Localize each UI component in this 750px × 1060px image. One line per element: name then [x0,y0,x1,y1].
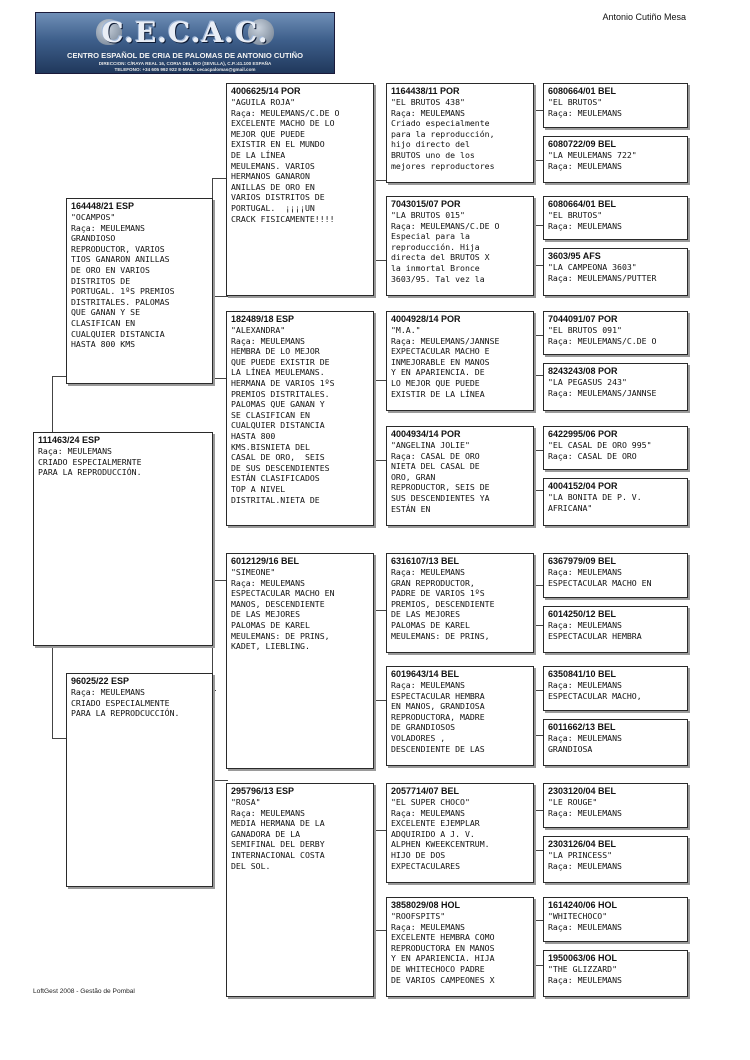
g5-card [543,248,688,296]
sdd-card [386,426,534,526]
dsd-card [386,666,534,766]
g5-text: "EL BRUTOS 091" Raça: MEULEMANS/C.DE O [548,325,657,346]
ddd-ring: 3858029/08 HOL [391,900,461,910]
g5-text: "LA PEGASUS 243" Raça: MEULEMANS/JANNSE [548,377,657,398]
sire-sire-text: "AGUILA ROJA" Raça: MEULEMANS/C.DE O EXCELENTE MACHO DE LO MEJOR QUE PUEDE EXISTIR EN EL MUNDO DE LA LÍNEA MEULEMANS. VARIOS HERMANOS GANARON ANILLAS DE ORO EN VARIOS DISTRITOS DE PORTUGAL. ¡¡¡¡UN CRACK FISICAMENTE!!!! [231,97,340,224]
sire-sire-card [226,83,374,296]
g5-text: "LA MEULEMANS 722" Raça: MEULEMANS [548,150,637,171]
sds-text: "M.A." Raça: MEULEMANS/JANNSE EXPECTACULAR MACHO E INMEJORABLE EN MANOS Y EN APARIENCIA. DE LO MEJOR QUE PUEDE EXISTIR DE LA LÍNEA [391,325,500,399]
g5-text: "WHITECHOCO" Raça: MEULEMANS [548,911,622,932]
dam-card [66,673,213,887]
g5-card [543,897,688,942]
g5-ring: 6080664/01 BEL [548,86,617,96]
g5-ring: 1614240/06 HOL [548,900,618,910]
g5-text: Raça: MEULEMANS ESPECTACULAR MACHO, [548,680,642,701]
ddd-card [386,897,534,997]
dam-dam-ring: 295796/13 ESP [231,786,295,796]
sire-sire-ring: 4006625/14 POR [231,86,301,96]
logo-line-2: DIRECCION: C/RAYA REAL 16, CORIA DEL RIO (SEVILLA), C.P.:41.100 ESPAÑA [98,61,272,66]
g5-card [543,83,688,128]
g5-card [543,311,688,355]
g5-text: Raça: MEULEMANS ESPECTACULAR HEMBRA [548,620,642,641]
g5-card [543,363,688,411]
g5-ring: 6350841/10 BEL [548,669,617,679]
sire-card [66,198,213,384]
g5-ring: 6014250/12 BEL [548,609,617,619]
g5-ring: 6080722/09 BEL [548,139,617,149]
g5-text: Raça: MEULEMANS ESPECTACULAR MACHO EN [548,567,652,588]
ddd-text: "ROOFSPITS" Raça: MEULEMANS EXCELENTE HEMBRA COMO REPRODUCTORA EN MANOS Y EN APARIENCIA. HIJA DE WHITECHOCO PADRE DE VARIOS CAMPEONES X [391,911,495,985]
dds-ring: 2057714/07 BEL [391,786,460,796]
g5-ring: 6367979/09 BEL [548,556,617,566]
sss-card [386,83,534,183]
dam-dam-text: "ROSA" Raça: MEULEMANS MEDIA HERMANA DE LA GANADORA DE LA SEMIFINAL DEL DERBY INTERNACIONAL COSTA DEL SOL. [231,797,325,871]
dss-ring: 6316107/13 BEL [391,556,460,566]
g5-text: Raça: MEULEMANS GRANDIOSA [548,733,622,754]
ssd-text: "LA BRUTOS 015" Raça: MEULEMANS/C.DE O Especial para la reproducción. Hija directa del BRUTOS X la inmortal Bronce 3603/95. Tal vez la [391,210,500,284]
logo-line-3: TELEFONO: +34 605 992 922 E-MAIL: cecacpalomas@gmail.com [114,67,256,72]
dam-sire-ring: 6012129/16 BEL [231,556,300,566]
g5-card [543,836,688,883]
g5-ring: 3603/95 AFS [548,251,601,261]
g5-text: "LA BONITA DE P. V. AFRICANA" [548,492,642,513]
g5-ring: 7044091/07 POR [548,314,618,324]
g5-card [543,478,688,526]
g5-card [543,553,688,598]
g5-card [543,719,688,766]
dam-text: Raça: MEULEMANS CRIADO ESPECIALMENTE PARA LA REPRODCUCCIÓN. [71,687,180,719]
g5-card [543,196,688,240]
dss-text: Raça: MEULEMANS GRAN REPRODUCTOR, PADRE DE VARIOS 1ºS PREMIOS, DESCENDIENTE DE LAS MEJORES PALOMAS DE KAREL MEULEMANS: DE PRINS, [391,567,495,641]
sire-dam-ring: 182489/18 ESP [231,314,295,324]
dam-dam-card [226,783,374,997]
dss-card [386,553,534,653]
g5-text: "EL BRUTOS" Raça: MEULEMANS [548,210,622,231]
dsd-text: Raça: MEULEMANS ESPECTACULAR HEMBRA EN MANOS, GRANDIOSA REPRODUCTORA, MADRE DE GRANDIOSOS VOLADORES , DESCENDIENTE DE LAS [391,680,485,754]
sdd-ring: 4004934/14 POR [391,429,461,439]
ssd-card [386,196,534,296]
sds-card [386,311,534,411]
dam-ring: 96025/22 ESP [71,676,130,686]
sds-ring: 4004928/14 POR [391,314,461,324]
g5-ring: 2303120/04 BEL [548,786,617,796]
g5-ring: 6422995/06 POR [548,429,618,439]
dds-card [386,783,534,883]
g5-text: "LA CAMPEONA 3603" Raça: MEULEMANS/PUTTER [548,262,657,283]
g5-card [543,666,688,711]
g5-ring: 6011662/13 BEL [548,722,616,732]
sire-dam-text: "ALEXANDRA" Raça: MEULEMANS HEMBRA DE LO MEJOR QUE PUEDE EXISTIR DE LA LÍNEA MEULEMANS. HERMANA DE VARIOS 1ºS PREMIOS DISTRITALES. PALOMAS QUE GANAN Y SE CLASIFICAN EN CUALQUIER DISTANCIA HASTA 800 KMS.BISNIETA DEL CASAL DE ORO, SEIS DE SUS DESCENDIENTES ESTÁN CLASIFICADOS TOP A NIVEL DISTRITAL.NIETA DE [231,325,335,505]
dsd-ring: 6019643/14 BEL [391,669,460,679]
ssd-ring: 7043015/07 POR [391,199,461,209]
g5-text: "EL CASAL DE ORO 995" Raça: CASAL DE ORO [548,440,652,461]
subject-card [33,432,213,646]
logo-line-1: CENTRO ESPAÑOL DE CRIA DE PALOMAS DE ANTONIO CUTIÑO [67,51,303,60]
g5-text: "EL BRUTOS" Raça: MEULEMANS [548,97,622,118]
g5-card [543,426,688,470]
g5-ring: 1950063/06 HOL [548,953,618,963]
owner-name: Antonio Cutiño Mesa [602,12,686,22]
sdd-text: "ANGELINA JOLIE" Raça: CASAL DE ORO NIETA DEL CASAL DE ORO, GRAN REPRODUCTOR, SEIS DE SUS DESCENDIENTES YA ESTÁN EN [391,440,490,514]
g5-card [543,606,688,653]
sire-ring: 164448/21 ESP [71,201,135,211]
g5-ring: 6080664/01 BEL [548,199,617,209]
g5-text: "LE ROUGE" Raça: MEULEMANS [548,797,622,818]
sss-text: "EL BRUTOS 438" Raça: MEULEMANS Criado especialmente para la reproducción, hijo directo del BRUTOS uno de los mejores reproductores [391,97,495,171]
footer-credit: LoftGest 2008 - Gestão de Pombal [33,988,135,995]
dam-sire-card [226,553,374,769]
g5-ring: 4004152/04 POR [548,481,618,491]
g5-ring: 8243243/08 POR [548,366,618,376]
subject-text: Raça: MEULEMANS CRIADO ESPECIALMERNTE PARA LA REPRODUCCIÓN. [38,446,142,478]
g5-text: "THE GLIZZARD" Raça: MEULEMANS [548,964,622,985]
subject-ring: 111463/24 ESP [38,435,101,445]
g5-text: "LA PRINCESS" Raça: MEULEMANS [548,850,622,871]
g5-card [543,783,688,828]
dam-sire-text: "SIMEONE" Raça: MEULEMANS ESPECTACULAR MACHO EN MANOS, DESCENDIENTE DE LAS MEJORES PALOMAS DE KAREL MEULEMANS: DE PRINS, KADET, LIEBLING. [231,567,335,652]
sire-dam-card [226,311,374,526]
g5-ring: 2303126/04 BEL [548,839,617,849]
cecac-logo [35,12,335,74]
g5-card [543,136,688,183]
sire-text: "OCAMPOS" Raça: MEULEMANS GRANDIOSO REPRODUCTOR, VARIOS TIOS GANARON ANILLAS DE ORO EN VARIOS DISTRITOS DE PORTUGAL. 1ºS PREMIOS DISTRITALES. PALOMAS QUE GANAN Y SE CLASIFICAN EN CUALQUIER DISTANCIA HASTA 800 KMS [71,212,175,350]
sss-ring: 1164438/11 POR [391,86,460,96]
g5-card [543,950,688,997]
dds-text: "EL SUPER CHOCO" Raça: MEULEMANS EXCELENTE EJEMPLAR ADQUIRIDO A J. V. ALPHEN KWEEKCENTRUM. HIJO DE DOS EXPECTACULARES [391,797,490,871]
logo-title: C.E.C.A.C. [101,16,269,49]
